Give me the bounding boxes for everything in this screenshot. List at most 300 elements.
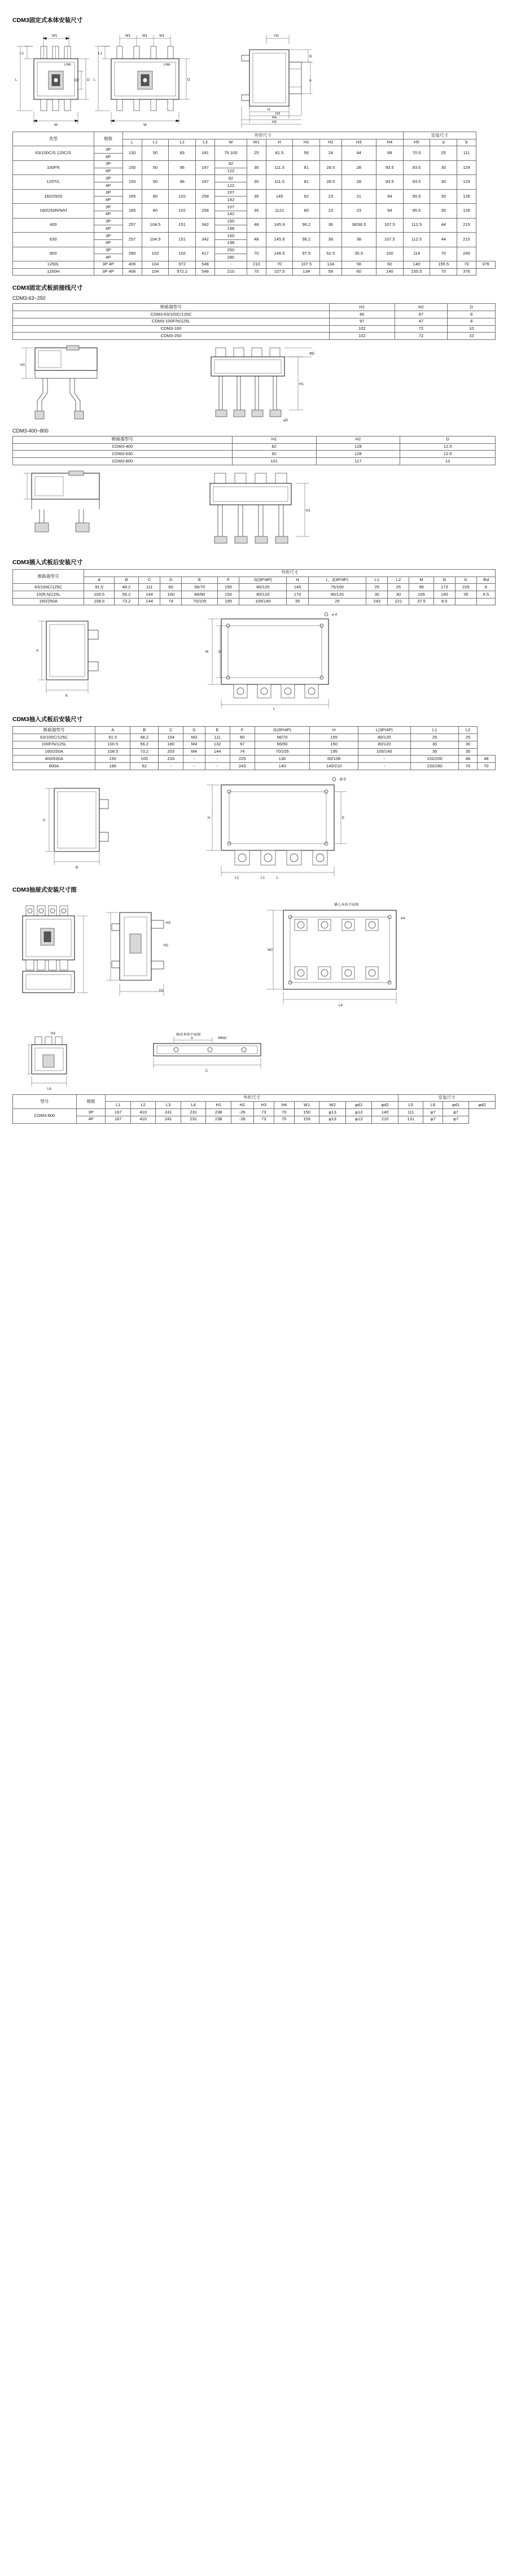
cell-v10: 94 [376,189,403,203]
cell-v4: 107 [214,189,247,197]
table-row [13,318,496,325]
cell-v5: 48 [247,218,266,232]
cell-v0: 165 [122,189,142,203]
svg-text:a: a [309,78,312,82]
s3-th-2: C [139,577,160,584]
svg-text:H2: H2 [164,943,168,948]
cell-v11: 155.5 [403,268,430,276]
table-row [13,591,496,599]
cell-v13: 129 [457,160,476,174]
s5-th-9: W2 [319,1102,346,1109]
table-row [13,734,496,741]
svg-text:L: L [94,78,96,82]
table-row [13,146,496,154]
cell-v13: 126 [457,189,476,203]
s4-th-1: A [95,727,130,734]
s5-cell-1: 4P [76,1116,106,1123]
s5-th-7: H4 [274,1102,294,1109]
cell-v7: 107.5 [293,261,320,268]
svg-text:H3: H3 [166,920,170,925]
s2a-cell-2: 72 [395,325,448,333]
svg-text:L1: L1 [98,51,102,55]
s2b-cell-2: 128 [316,451,400,458]
section-2-sub1: CDM3-63~250 [12,295,46,302]
cell-v13: 240 [457,247,476,261]
s5-th-8: W1 [294,1102,319,1109]
s4-th-5: E [205,727,230,734]
s3-cell-14: 225 [455,584,476,591]
s5-cell-10: 159 [294,1116,319,1123]
cell-v4: 250 [214,247,247,254]
s4-th-3: C [159,727,183,734]
table-row [13,218,496,225]
svg-text:B: B [76,865,78,870]
svg-text:A: A [43,818,46,822]
cell-v9: 21 [341,189,376,203]
svg-text:W1: W1 [125,34,131,38]
front-wiring-drawing-large [12,465,496,550]
th-b: b [457,139,476,146]
s3-cell-11: 221 [388,598,409,605]
s5-cell-2: 167 [106,1116,131,1123]
s2a-th-2: H2 [395,304,448,311]
svg-text:L: L [15,78,17,82]
cell-v1: 50 [142,146,169,160]
cell-v10: 60 [376,261,403,268]
cell-v2: 96 [169,175,196,189]
s2b-cell-2: 117 [316,458,400,465]
cell-poles: 3P [94,160,122,168]
cell-poles: 4P [94,239,122,247]
svg-text:H: H [208,815,211,820]
s3-th-14: Φd [476,577,495,584]
s3-cell-7: 80/120 [239,584,287,591]
s5-th-3: L4 [181,1102,206,1109]
svg-text:H1: H1 [159,988,164,993]
svg-text:Ø D: Ø D [340,777,347,781]
th-L1: L1 [142,139,169,146]
s5-th-0: L1 [106,1102,131,1109]
svg-text:R: R [309,55,312,59]
s2b-th-1: H1 [232,436,316,443]
s5-cell-3: 410 [130,1116,156,1123]
s2b-cell-3: 13 [400,458,496,465]
s2a-cell-1: 80 [330,311,395,318]
s5-cell-16: φ7 [443,1109,469,1116]
cell-v6: 145.9 [266,218,293,232]
cell-poles: 3P [94,218,122,225]
table-row [13,458,496,465]
s4-cell-9: 105/140 [358,748,410,756]
s2a-cell-0: CDM3-250 [13,333,330,340]
table-row [13,584,496,591]
cell-type: 800 [13,247,94,261]
s3-cell-12: 96 [409,584,433,591]
cell-poles: 3P [94,189,122,197]
cell-v1: 80 [142,189,169,203]
table-drawer-dimensions [12,1094,496,1124]
cell-v4: 150 [214,218,247,225]
section-2-sub2: CDM3-400~800 [12,427,49,434]
cell-v2: 972 [169,261,196,268]
s3-cell-8: 170 [287,591,308,599]
table-drawout-rear-mounting [12,726,496,770]
cell-v4: 210 [214,268,247,276]
svg-text:M: M [205,650,209,654]
cell-v13: 215 [457,233,476,247]
s2a-cell-2: 67 [395,311,448,318]
s4-cell-10: 152/200 [410,756,459,763]
cell-v11: 70.5 [403,146,430,160]
cell-v8: 28.5 [320,175,342,189]
cell-v12: 155.5 [430,261,457,268]
cell-v7: 96.2 [293,233,320,247]
s3-cell-1: 100.5 [84,591,115,599]
s3-th-4: E [182,577,218,584]
plugin-rear-drawing [12,605,496,711]
s4-cell-9: 80/120 [358,734,410,741]
s4-cell-7: 56/70 [255,734,310,741]
cell-v5: 35 [247,204,266,218]
cell-v9: 44 [341,146,376,160]
s3-cell-5: 56/70 [182,584,218,591]
s5-cell-10: 150 [294,1109,319,1116]
s5-cell-15: φ7 [423,1116,443,1123]
cell-v7: 81 [293,175,320,189]
s4-cell-4: - [183,756,205,763]
table-row [13,189,496,197]
s5-cell-7: -26 [231,1109,253,1116]
cell-v2: 83 [169,146,196,160]
svg-text:LINE: LINE [64,63,71,67]
drawer-type-drawing-bottom [12,1027,496,1094]
cell-v1: 104.5 [142,233,169,247]
s4-cell-10: 233/280 [410,763,459,770]
s4-cell-11: 70 [459,763,477,770]
cell-v6: 146.5 [266,247,293,261]
s5-th-1: L2 [130,1102,156,1109]
drawout-rear-drawing [12,770,496,880]
cell-type: 1250H [13,268,94,276]
s5-cell-16: φ7 [443,1116,469,1123]
s4-cell-5: - [205,763,230,770]
cell-v4: 122 [214,182,247,190]
s4-cell-6: 225 [230,756,255,763]
svg-text:H: H [268,108,270,112]
s3-cell-3: 144 [139,598,160,605]
s3-cell-13: 8.5 [433,598,455,605]
s4-cell-7: 70/105 [255,748,310,756]
s5-cell-11: φ13 [319,1109,346,1116]
cell-v6: 111.5 [266,160,293,174]
s4-cell-3: 203 [159,748,183,756]
s4-cell-1: 150 [95,756,130,763]
cell-v11: 112.5 [403,233,430,247]
th-d-model: 型号 [13,1094,77,1108]
s4-cell-11: 48 [459,756,477,763]
s2a-cell-2: 47 [395,318,448,325]
cell-v4: 198 [214,239,247,247]
s3-th-8: I、J(3P/4P) [308,577,366,584]
cell-v3: 197 [196,160,215,174]
s4-th-4: D [183,727,205,734]
s4-th-6: F [230,727,255,734]
cell-poles: 4P [94,225,122,233]
s3-cell-10: 243 [366,598,388,605]
s2a-cell-3: 8 [448,318,496,325]
svg-text:H4: H4 [272,116,277,120]
cell-type: 1250L [13,261,94,268]
s3-th-6: G(3P/4P) [239,577,287,584]
s3-th-7: H [287,577,308,584]
svg-text:W: W [54,123,58,127]
s2a-th-1: H1 [330,304,395,311]
s4-cell-0: 63/100C/125C [13,734,95,741]
cell-type: 63/100C/S 125C/S [13,146,94,160]
s4-cell-3: 180 [159,741,183,748]
cell-v2: 151 [169,233,196,247]
th-poles: 极数 [94,132,122,146]
s5-cell-13: 140 [372,1109,398,1116]
s4-cell-8: 155 [310,734,358,741]
svg-text:D: D [187,78,190,82]
s3-th-3: D [160,577,182,584]
s3-cell-2: 73.2 [114,598,138,605]
th-H2: H2 [320,139,342,146]
s2a-cell-1: 102 [330,333,395,340]
cell-v5: 48 [247,233,266,247]
section-5-drawing-top [12,897,496,1027]
s5-cell-13: 210 [372,1116,398,1123]
svg-text:⌀D: ⌀D [283,418,288,422]
svg-text:K: K [65,694,68,698]
s4-cell-11: 25 [459,734,477,741]
s4-cell-9: - [358,763,410,770]
table-row [13,1109,496,1116]
s2b-cell-0: CDM3-630 [13,451,233,458]
cell-v12: 44 [430,218,457,232]
s4-cell-10: 35 [410,748,459,756]
s5-cell-4: 241 [156,1116,181,1123]
cell-v5: 35 [247,189,266,203]
s4-cell-2: 48.2 [130,734,159,741]
cell-v9: 58 [341,261,376,268]
cell-v14: 376 [476,261,495,268]
cell-v8: 36 [320,218,342,232]
cell-v13: 129 [457,175,476,189]
cell-v7: 62 [293,189,320,203]
s3-cell-0: 63/100C/125C [13,584,84,591]
svg-text:H2: H2 [20,363,25,367]
cell-v9: 36/36.5 [341,218,376,232]
s5-cell-9: 70 [274,1116,294,1123]
s5-th-6: H3 [253,1102,274,1109]
s4-cell-11: 35 [459,748,477,756]
table-row [13,333,496,340]
s4-th-7: G(3P/4P) [255,727,310,734]
s3-cell-10: 30 [366,591,388,599]
s3-cell-0: 10(R,N/125L [13,591,84,599]
svg-text:L1: L1 [20,51,24,55]
cell-v11: 112.5 [403,218,430,232]
cell-v4: - [214,261,247,268]
svg-text:抽出本体平面图: 抽出本体平面图 [176,1032,201,1037]
th-d-outline: 外形尺寸 [106,1094,398,1102]
cell-v9: 23 [341,204,376,218]
s4-th-9: L(3P/4P) [358,727,410,734]
s3-cell-2: 48.2 [114,584,138,591]
table-row [13,451,496,458]
cell-type: 400 [13,218,94,232]
s5-th-12: L5 [398,1102,423,1109]
s3-cell-4: 74 [160,598,182,605]
cell-v10: 93.5 [376,160,403,174]
s4-cell-2: 100 [130,756,159,763]
th-L: L [122,139,142,146]
cell-v3: 548 [196,268,215,276]
s5-cell-12: φ13 [345,1109,372,1116]
s3-th-5: F [218,577,239,584]
cell-v9: 28 [341,160,376,174]
s3-cell-7: 105/140 [239,598,287,605]
svg-text:L: L [273,707,275,711]
cell-poles: 3P [94,204,122,211]
cell-poles: 3P [94,146,122,154]
section-2-drawing-2 [12,465,496,550]
th-outline-group: 外形尺寸 [84,569,496,577]
cell-v4: 122 [214,168,247,175]
s3-cell-13: 140 [433,591,455,599]
table-row [13,247,496,254]
cell-v5: 70 [247,268,266,276]
cell-v12: 25 [430,146,457,160]
svg-text:L1: L1 [235,875,239,880]
s3-cell-12: 105 [409,591,433,599]
cell-poles: 3P [94,247,122,254]
cell-v7: 56 [293,146,320,160]
s3-cell-4: 60 [160,584,182,591]
cell-type: 125T/L [13,175,94,189]
s2a-cell-3: 10 [448,325,496,333]
s4-cell-1: 108.5 [95,748,130,756]
s2b-th-3: D [400,436,496,443]
cell-v12: 35 [430,189,457,203]
table-row [13,233,496,240]
cell-v3: 342 [196,218,215,232]
cell-v0: 406 [122,261,142,268]
cell-type: 160/250S [13,189,94,203]
cell-v12: 70 [430,247,457,261]
s3-cell-4: 100 [160,591,182,599]
s5-cell-7: -26 [231,1116,253,1123]
cell-poles: 4P [94,211,122,218]
table-row [13,160,496,168]
cell-v11: 114 [403,247,430,261]
cell-v0: 280 [122,247,142,261]
table-row [13,756,496,763]
cell-poles: 4P [94,254,122,261]
s4-cell-5: 144 [205,748,230,756]
svg-text:H3: H3 [275,112,280,116]
s4-cell-5: 132 [205,741,230,748]
s5-th-13: L6 [423,1102,443,1109]
svg-text:H3: H3 [51,1031,55,1036]
s5-cell-9: 70 [274,1109,294,1116]
s3-cell-13: 173 [433,584,455,591]
s2a-cell-0: CDM3-100F/N/125L [13,318,330,325]
cell-v7: 134 [293,268,320,276]
s4-cell-8: 150 [310,741,358,748]
s3-cell-11: 30 [388,591,409,599]
fixed-body-mounting-drawing [12,27,496,132]
svg-text:A: A [191,1036,194,1040]
s5-cell-5: 231 [181,1109,206,1116]
cell-v4: 280 [214,254,247,261]
cell-v12: 70 [430,268,457,276]
cell-v10: 107.5 [376,233,403,247]
th-H: H [266,139,293,146]
svg-text:插入本体平面图: 插入本体平面图 [334,902,359,907]
s4-cell-6: 74 [230,748,255,756]
cell-v11: 93.5 [403,175,430,189]
section-3-title: CDM3插入式板后安装尺寸 [12,558,83,566]
s4-cell-1: 91.5 [95,734,130,741]
cell-v0: 406 [122,268,142,276]
cell-v7: 97.5 [293,247,320,261]
s5-cell-8: 73 [253,1116,274,1123]
s4-cell-7: 66/90 [255,741,310,748]
s5-th-4: H1 [206,1102,231,1109]
s2a-cell-0: CDM3-160 [13,325,330,333]
svg-text:J/I: J/I [218,650,222,654]
s4-cell-4: - [183,763,205,770]
s5-cell-4: 241 [156,1109,181,1116]
s4-th-8: H [310,727,358,734]
cell-poles: 3P 4P [94,268,122,276]
table-row [13,598,496,605]
svg-text:D2: D2 [75,78,79,82]
s4-cell-4: M4 [183,741,205,748]
cell-v2: 102 [169,189,196,203]
cell-v9: 60 [341,268,376,276]
s2a-cell-3: 8 [448,311,496,318]
cell-v7: 81 [293,160,320,174]
cell-poles: 3P [94,175,122,182]
cell-v6: 70 [266,261,293,268]
s5-cell-6: 238 [206,1116,231,1123]
cell-v0: 257 [122,218,142,232]
s3-cell-9: 75/100 [308,584,366,591]
s5-th-15: φd2 [469,1102,496,1109]
cell-v6: 1121 [266,204,293,218]
s4-cell-12: 48 [477,756,495,763]
th-H3: H3 [341,139,376,146]
s3-cell-14 [455,598,476,605]
cell-v4: 92 [214,175,247,182]
svg-text:W2: W2 [268,948,273,952]
svg-text:A: A [36,649,39,653]
cell-v2: 96 [169,160,196,174]
table-row [13,204,496,211]
svg-text:D: D [87,78,90,82]
th-d-poles: 极数 [76,1094,106,1108]
cell-v7: 96.2 [293,218,320,232]
s4-cell-1: 186 [95,763,130,770]
s4-cell-3: 154 [159,734,183,741]
svg-text:ΦD: ΦD [309,351,315,356]
cell-v6: 81.5 [266,146,293,160]
svg-text:LINE: LINE [164,63,170,67]
